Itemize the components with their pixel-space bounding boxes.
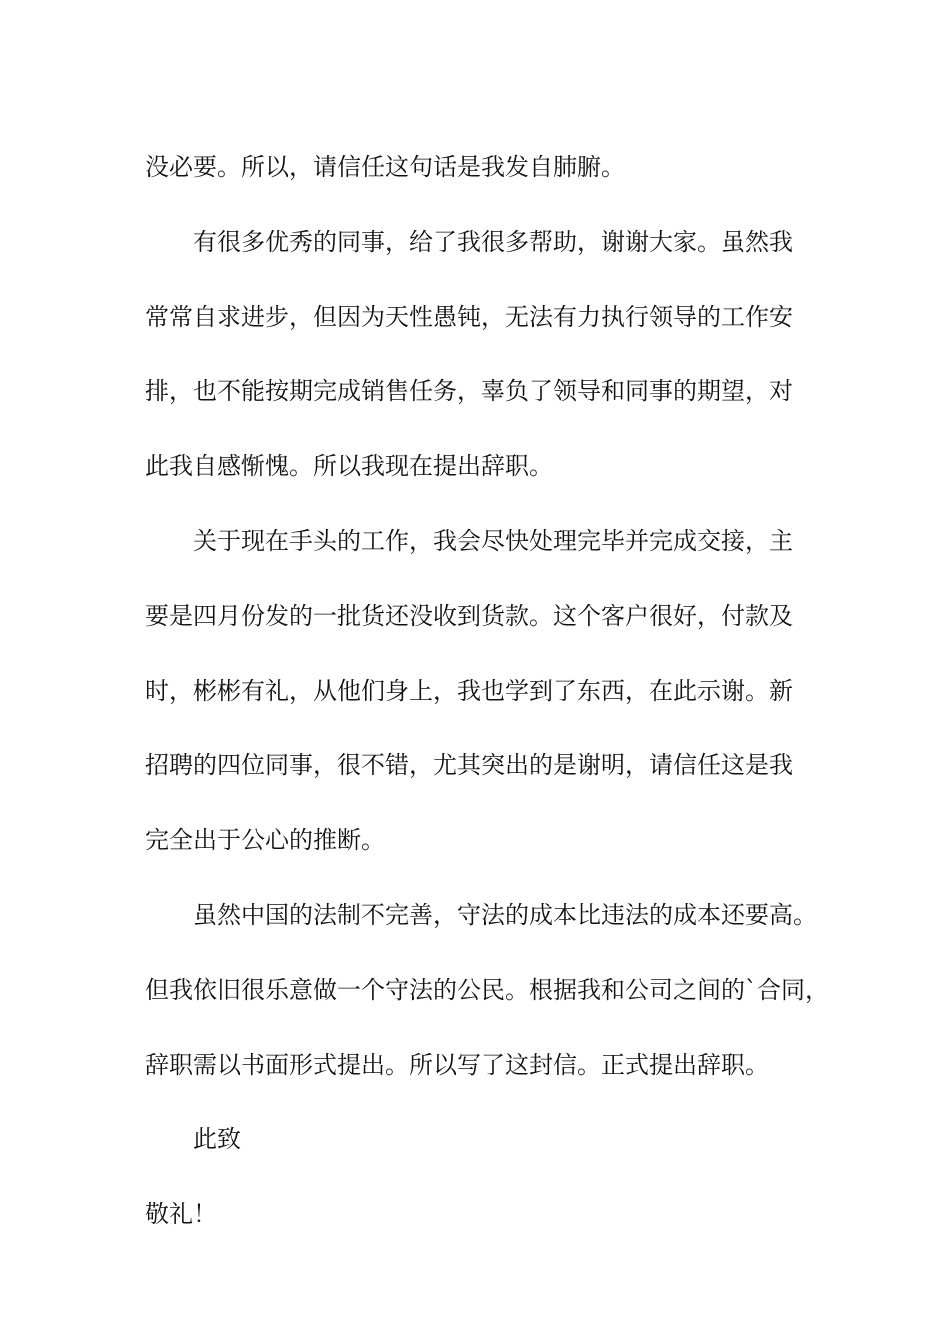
- paragraph-4: [145, 878, 845, 1102]
- letter-body: [145, 130, 845, 1252]
- text-line: 常常自求进步，但因为天性愚钝，无法有力执行领导的工作安: [145, 302, 793, 331]
- paragraph-2: [145, 205, 845, 504]
- text-line: 但我依旧很乐意做一个守法的公民。根据我和公司之间的`合同，: [145, 975, 829, 1004]
- text-line: 完全出于公心的推断。: [145, 826, 385, 855]
- text-line: 此我自感惭愧。所以我现在提出辞职。: [145, 452, 553, 481]
- text-line: 此致: [193, 1125, 241, 1154]
- text-line: 没必要。所以，请信任这句话是我发自肺腑。: [145, 153, 625, 181]
- paragraph-1: [145, 130, 845, 205]
- text-line: 有很多优秀的同事，给了我很多帮助，谢谢大家。虽然我: [193, 227, 793, 256]
- closing-regards: [145, 1177, 845, 1252]
- text-line: 虽然中国的法制不完善，守法的成本比违法的成本还要高。: [193, 900, 817, 929]
- text-line: 要是四月份发的一批货还没收到货款。这个客户很好，付款及: [145, 601, 793, 630]
- closing-salutation: [145, 1102, 845, 1177]
- text-line: 排，也不能按期完成销售任务，辜负了领导和同事的期望，对: [145, 377, 793, 406]
- text-line: 敬礼！: [145, 1200, 217, 1229]
- text-line: 时，彬彬有礼，从他们身上，我也学到了东西，在此示谢。新: [145, 676, 793, 705]
- text-line: 辞职需以书面形式提出。所以写了这封信。正式提出辞职。: [145, 1050, 769, 1079]
- text-line: 招聘的四位同事，很不错，尤其突出的是谢明，请信任这是我: [145, 751, 793, 780]
- text-line: 关于现在手头的工作，我会尽快处理完毕并完成交接，主: [193, 526, 793, 555]
- paragraph-3: [145, 504, 845, 878]
